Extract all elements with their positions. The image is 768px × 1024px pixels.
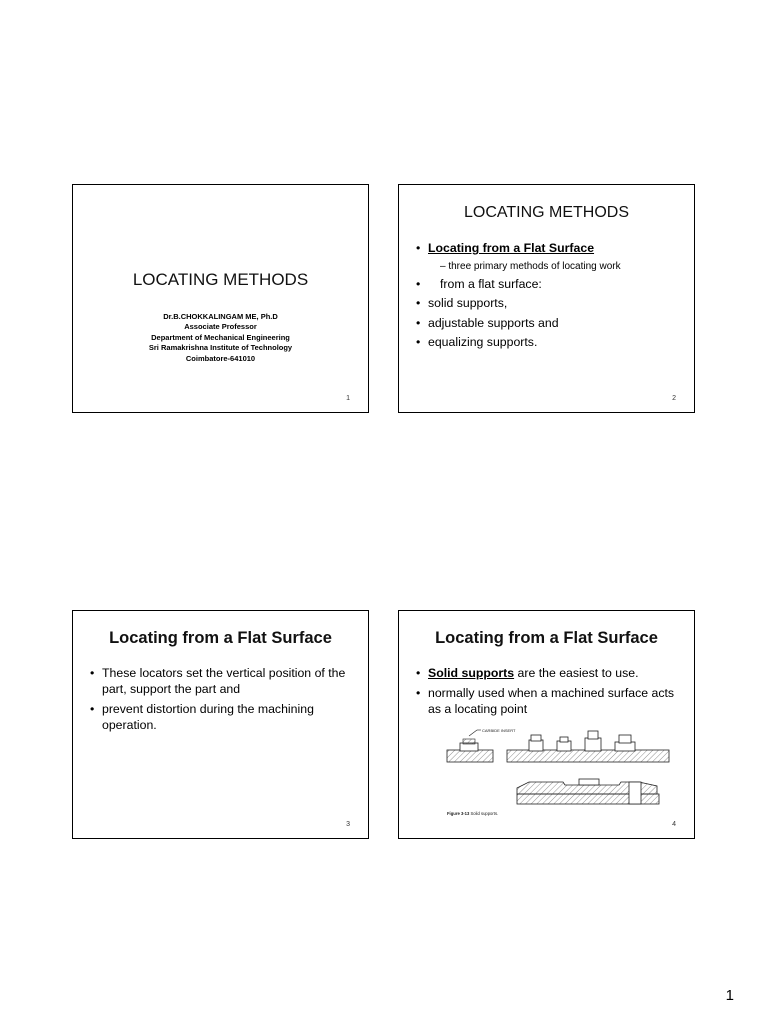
bullet-icon: • [90,702,95,716]
slide-number: 2 [672,395,676,402]
slide-title: Locating from a Flat Surface [435,629,658,647]
bullet-icon: • [416,335,421,349]
author-block [73,312,368,364]
slide-number: 3 [346,821,350,828]
sub-bullet-text: – three primary methods of locating work [440,260,621,272]
bullet-icon: • [416,276,421,291]
workpiece-plate-icon [517,779,659,804]
figure-caption [447,811,498,816]
list-item-text: are the easiest to use. [514,666,639,680]
bullet-list [416,239,686,353]
list-item [416,665,686,681]
slide-1 [72,184,369,413]
list-item-text: from a flat surface: [440,276,542,291]
figure-label: CARBIDE INSERT [482,728,516,733]
bullet-icon: • [416,241,421,255]
author-city: Coimbatore-641010 [185,353,256,363]
carbide-insert-support-icon [447,730,493,762]
list-item [416,275,686,295]
figure-caption-bold: Figure 3-13 [447,811,470,816]
bullet-icon: • [416,296,421,310]
page-number: 1 [725,987,734,1004]
slide-2 [398,184,695,413]
list-item [90,701,360,733]
solid-supports-figure [439,726,679,818]
list-item-text: adjustable supports and [428,315,559,330]
author-institute: Sri Ramakrishna Institute of Technology [148,343,293,353]
figure-caption-text: Solid supports. [469,811,499,816]
slide-title: LOCATING METHODS [132,270,309,289]
bullet-icon: • [416,666,421,680]
list-item-text: solid supports, [428,296,508,310]
bullet-list [416,665,686,721]
bullet-list [90,665,360,737]
support-row-icon [507,731,669,762]
list-item [416,239,686,272]
list-item [416,333,686,353]
slide-title: LOCATING METHODS [463,204,630,221]
slide-number: 4 [672,821,676,828]
list-item-text: equalizing supports. [428,335,538,349]
list-item [90,665,360,697]
slide-number: 1 [346,395,350,402]
bullet-icon: • [90,666,95,680]
slide-3 [72,610,369,839]
slide-title: Locating from a Flat Surface [109,629,332,647]
bullet-icon: • [416,315,421,330]
bullet-icon: • [416,686,421,700]
author-name: Dr.B.CHOKKALINGAM ME, Ph.D [163,312,278,321]
author-department: Department of Mechanical Engineering [151,332,290,342]
list-item-text: prevent distortion during the machining operation. [102,702,314,732]
list-item [416,314,686,334]
slide-4 [398,610,695,839]
emphasis-text: Solid supports [428,666,515,680]
heading-bullet-text: Locating from a Flat Surface [428,241,595,255]
list-item-text: These locators set the vertical position of the part, support the part and [102,666,346,696]
author-position: Associate Professor [184,322,257,332]
list-item-text: normally used when a machined surface acts as a locating point [428,686,675,716]
list-item [416,685,686,717]
list-item [416,294,686,314]
